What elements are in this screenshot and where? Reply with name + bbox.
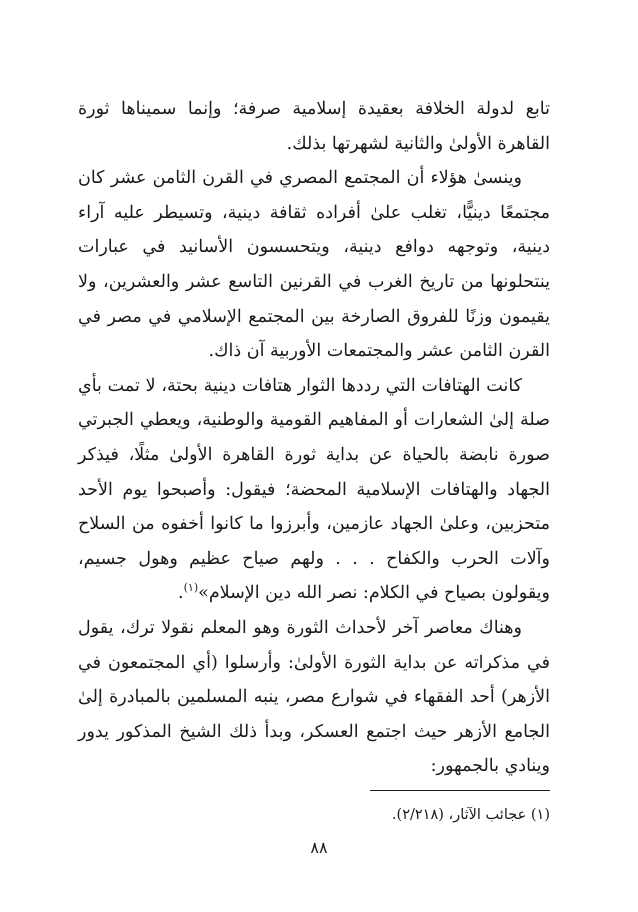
paragraph-1: تابع لدولة الخلافة بعقيدة إسلامية صرفة؛ وإنما سميناها ثورة القاهرة الأولىٰ والثانية لشهرتها بذلك. <box>78 99 550 154</box>
footnote: (١) عجائب الآثار، (٢/٢١٨). <box>391 807 550 823</box>
paragraph-2: وينسىٰ هؤلاء أن المجتمع المصري في القرن الثامن عشر كان مجتمعًا دينيًّا، تغلب علىٰ أفراده ثقافة دينية، وتسيطر عليه آراء دينية، وتوجهه دوافع دينية، ويتحسسون الأسانيد في عبارات ينتحلونها من تاريخ الغرب في القرنين التاسع عشر والعشرين، ولا يقيمون وزنًا للفروق الصارخة بين المجتمع الإسلامي في مصر في القرن الثامن عشر والمجتمعات الأوربية آن ذاك. <box>78 168 550 362</box>
paragraph-4: وهناك معاصر آخر لأحداث الثورة وهو المعلم نقولا ترك، يقول في مذكراته عن بداية الثورة الأولىٰ: وأرسلوا (أي المجتمعون في الأزهر) أحد الفقهاء في شوارع مصر، ينبه المسلمين بالمبادرة إلىٰ الجامع الأزهر حيث اجتمع العسكر، وبدأ ذلك الشيخ المذكور يدور وينادي بالجمهور: <box>78 617 550 777</box>
body-text <box>78 92 550 784</box>
footnote-divider <box>370 790 550 791</box>
paragraph-3-text: كانت الهتافات التي رددها الثوار هتافات دينية بحتة، لا تمت بأي صلة إلىٰ الشعارات أو المفاهيم القومية والوطنية، ويعطي الجبرتي صورة نابضة بالحياة عن بداية ثورة القاهرة الأولىٰ مثلًا، فيذكر الجهاد والهتافات الإسلامية المحضة؛ فيقول: وأصبحوا يوم الأحد متحزبين، وعلىٰ الجهاد عازمين، وأبرزوا ما كانوا أخفوه من السلاح وآلات الحرب والكفاح . . . ولهم صياح عظيم وهول جسيم، ويقولون بصياح في الكلام: نصر الله دين الإسلام» <box>78 375 550 604</box>
paragraph-3 <box>78 369 550 611</box>
paragraph-3-tail: . <box>178 583 184 604</box>
page-number: ٨٨ <box>310 838 328 857</box>
footnote-reference[interactable]: (١) <box>183 581 199 595</box>
